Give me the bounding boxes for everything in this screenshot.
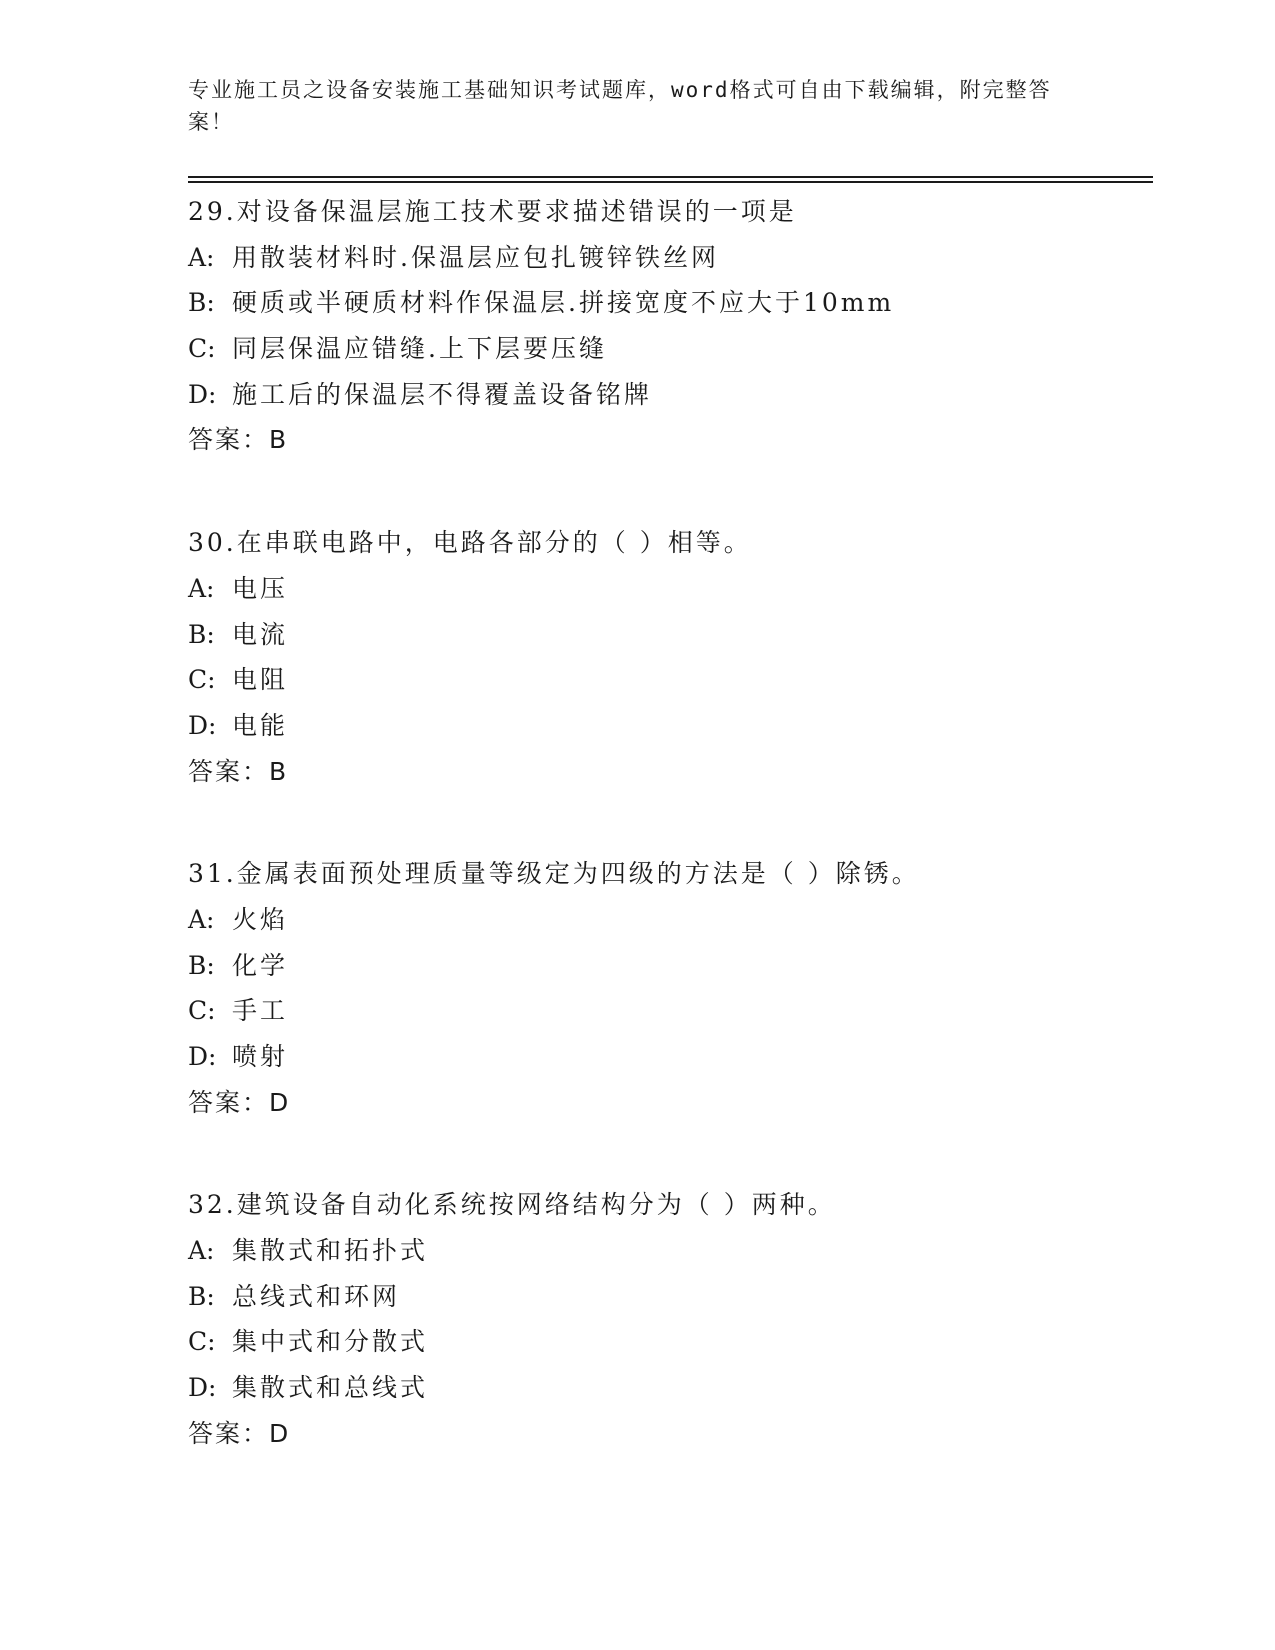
option-c — [188, 988, 1148, 1034]
option-a — [188, 566, 1148, 612]
option-text: 电能 — [232, 710, 289, 740]
option-text: 电压 — [232, 573, 289, 603]
answer-line: 答案：B — [188, 425, 289, 455]
option-text: 火焰 — [232, 904, 289, 934]
option-text: 手工 — [232, 996, 289, 1026]
option-b — [188, 280, 1148, 326]
option-letter: A: — [188, 904, 215, 934]
question-stem: 31.金属表面预处理质量等级定为四级的方法是（ ）除锈。 — [188, 859, 920, 889]
option-c — [188, 657, 1148, 703]
question-list — [188, 189, 1148, 1514]
question-31 — [188, 851, 1148, 1125]
option-text: 集散式和拓扑式 — [232, 1236, 429, 1266]
option-text: 电流 — [232, 619, 289, 649]
option-letter: C: — [188, 996, 216, 1026]
option-a — [188, 235, 1148, 281]
option-text: 总线式和环网 — [232, 1281, 401, 1311]
question-stem: 32.建筑设备自动化系统按网络结构分为（ ）两种。 — [188, 1190, 836, 1220]
option-text: 同层保温应错缝.上下层要压缝 — [232, 334, 607, 364]
question-32 — [188, 1182, 1148, 1456]
option-text: 化学 — [232, 950, 289, 980]
option-b — [188, 612, 1148, 658]
option-letter: B: — [188, 950, 215, 980]
option-b — [188, 943, 1148, 989]
option-text: 喷射 — [232, 1042, 289, 1071]
question-29 — [188, 189, 1148, 463]
option-a — [188, 1228, 1148, 1274]
answer-line: 答案：B — [188, 756, 289, 786]
question-stem: 30.在串联电路中，电路各部分的（ ）相等。 — [188, 528, 752, 558]
option-letter: A: — [188, 242, 215, 272]
answer-line: 答案：D — [188, 1087, 291, 1117]
option-letter: B: — [188, 1281, 215, 1311]
option-a — [188, 897, 1148, 943]
option-c — [188, 326, 1148, 372]
option-letter: D: — [188, 379, 217, 409]
option-text: 硬质或半硬质材料作保温层.拼接宽度不应大于10mm — [232, 288, 895, 318]
option-c — [188, 1319, 1148, 1365]
option-b — [188, 1274, 1148, 1320]
option-letter: C: — [188, 1327, 216, 1357]
option-letter: D: — [188, 1042, 217, 1071]
option-text: 集中式和分散式 — [232, 1327, 429, 1357]
option-d — [188, 1365, 1148, 1411]
document-header: 专业施工员之设备安装施工基础知识考试题库，word格式可自由下载编辑，附完整答案！ — [188, 78, 1052, 134]
option-letter: C: — [188, 334, 216, 364]
question-stem: 29.对设备保温层施工技术要求描述错误的一项是 — [188, 197, 797, 226]
option-letter: B: — [188, 619, 215, 649]
header-divider-top — [188, 176, 1153, 178]
option-text: 电阻 — [232, 665, 289, 695]
option-text: 施工后的保温层不得覆盖设备铭牌 — [232, 379, 653, 409]
header-divider-bottom — [188, 181, 1153, 183]
answer-line: 答案：D — [188, 1418, 291, 1448]
option-letter: B: — [188, 288, 215, 318]
option-letter: C: — [188, 665, 216, 695]
option-d — [188, 372, 1148, 418]
option-letter: A: — [188, 573, 215, 603]
option-letter: A: — [188, 1236, 215, 1266]
option-letter: D: — [188, 1373, 217, 1403]
option-text: 集散式和总线式 — [232, 1373, 429, 1403]
question-30 — [188, 520, 1148, 794]
option-d — [188, 1034, 1148, 1080]
option-letter: D: — [188, 710, 217, 740]
option-d — [188, 703, 1148, 749]
option-text: 用散装材料时.保温层应包扎镀锌铁丝网 — [232, 242, 719, 272]
